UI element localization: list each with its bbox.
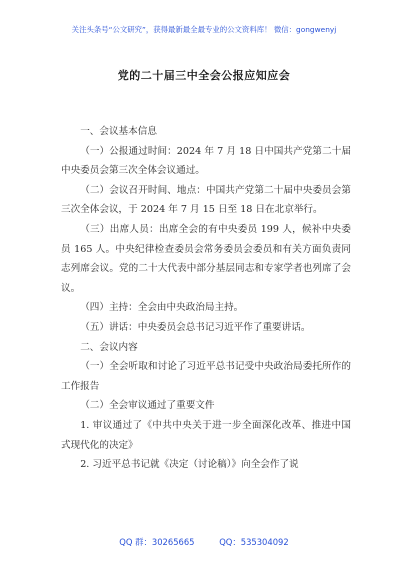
footer-qq: QQ：535304092 [219, 537, 289, 547]
paragraph-decision: 1. 审议通过了《中共中央关于进一步全面深化改革、推进中国式现代化的决定》 [61, 419, 351, 451]
footer-banner [0, 536, 408, 548]
section-heading-content: 二、会议内容 [80, 341, 138, 353]
paragraph-work-report: （一）全会听取和讨论了习近平总书记受中央政治局委托所作的工作报告 [61, 361, 351, 392]
paragraph-documents: （二）全会审议通过了重要文件 [80, 400, 215, 412]
document-body [61, 122, 351, 475]
paragraph-speech: （五）讲话：中央委员会总书记习近平作了重要讲话。 [80, 321, 311, 333]
paragraph-time-place: （二）会议召开时间、地点：中国共产党第二十届中央委员会第三次全体会议，于 2024 年 7 月 15 日至 18 日在北京举行。 [61, 184, 351, 216]
paragraph-explanation: 2. 习近平总书记就《决定（讨论稿）》向全会作了说 [80, 459, 299, 471]
footer-qq-group: QQ 群：30265665 [119, 537, 195, 547]
paragraph-approval-time: （一）公报通过时间：2024 年 7 月 18 日中国共产党第二十届中央委员会第三次全体会议通过。 [61, 145, 351, 177]
paragraph-host: （四）主持：全会由中央政治局主持。 [80, 302, 244, 314]
paragraph-attendees: （三）出席人员：出席全会的有中央委员 199 人，候补中央委员 165 人。中央纪律检查委员会常务委员会委员和有关方面负责同志列席会议。党的二十大代表中部分基层同志和专家学者也列席了会议。 [61, 223, 351, 294]
header-banner: 关注头条号“公文研究”，获得最新最全最专业的公文资料库！ 微信：gongwenyj [71, 25, 337, 34]
document-title: 党的二十届三中全会公报应知应会 [117, 69, 291, 82]
section-heading-basic-info: 一、会议基本信息 [80, 126, 157, 137]
